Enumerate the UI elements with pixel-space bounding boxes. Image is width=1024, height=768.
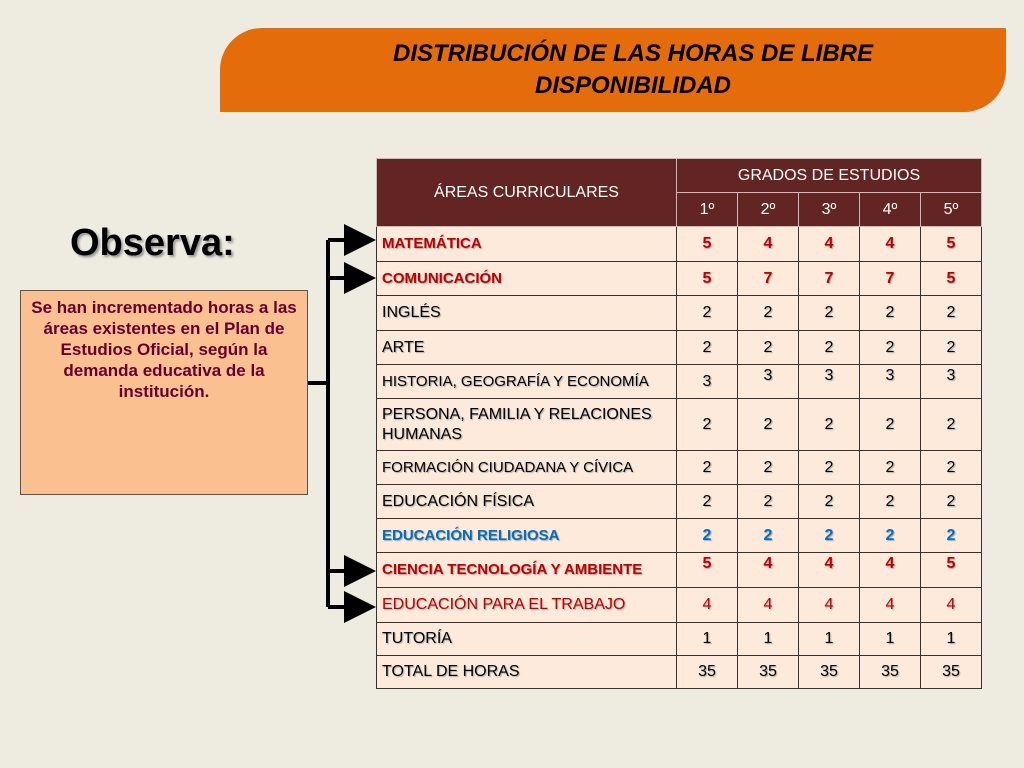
hours-cell: 4 bbox=[738, 588, 799, 623]
hours-cell: 4 bbox=[738, 553, 799, 588]
table-row bbox=[377, 588, 982, 623]
hours-table-wrap bbox=[376, 158, 982, 689]
hours-cell: 4 bbox=[799, 553, 860, 588]
hours-cell: 2 bbox=[738, 485, 799, 519]
hours-cell: 2 bbox=[677, 296, 738, 331]
area-label: EDUCACIÓN RELIGIOSA bbox=[377, 519, 677, 553]
hours-cell: 5 bbox=[921, 262, 982, 296]
hours-cell: 2 bbox=[677, 399, 738, 451]
area-label: EDUCACIÓN PARA EL TRABAJO bbox=[377, 588, 677, 623]
hours-cell: 2 bbox=[860, 296, 921, 331]
observa-heading: Observa: bbox=[70, 222, 235, 264]
table-row bbox=[377, 451, 982, 485]
hours-cell: 4 bbox=[860, 227, 921, 262]
hours-cell: 2 bbox=[677, 451, 738, 485]
hours-cell: 3 bbox=[860, 365, 921, 399]
table-row bbox=[377, 227, 982, 262]
hours-cell: 35 bbox=[799, 656, 860, 689]
header-grade-3: 3º bbox=[799, 193, 860, 227]
hours-cell: 5 bbox=[921, 227, 982, 262]
area-label: EDUCACIÓN FÍSICA bbox=[377, 485, 677, 519]
header-grade-1: 1º bbox=[677, 193, 738, 227]
header-grade-4: 4º bbox=[860, 193, 921, 227]
hours-cell: 2 bbox=[738, 519, 799, 553]
hours-cell: 2 bbox=[921, 399, 982, 451]
hours-cell: 1 bbox=[677, 623, 738, 656]
hours-cell: 2 bbox=[738, 399, 799, 451]
table-row bbox=[377, 365, 982, 399]
hours-cell: 2 bbox=[799, 485, 860, 519]
area-label: HISTORIA, GEOGRAFÍA Y ECONOMÍA bbox=[377, 365, 677, 399]
hours-cell: 3 bbox=[799, 365, 860, 399]
hours-cell: 3 bbox=[921, 365, 982, 399]
hours-cell: 1 bbox=[738, 623, 799, 656]
hours-cell: 2 bbox=[799, 451, 860, 485]
hours-cell: 7 bbox=[799, 262, 860, 296]
hours-cell: 2 bbox=[738, 296, 799, 331]
area-label: FORMACIÓN CIUDADANA Y CÍVICA bbox=[377, 451, 677, 485]
hours-cell: 35 bbox=[921, 656, 982, 689]
hours-cell: 4 bbox=[860, 588, 921, 623]
hours-cell: 5 bbox=[677, 227, 738, 262]
area-label: ARTE bbox=[377, 331, 677, 365]
hours-cell: 3 bbox=[677, 365, 738, 399]
hours-cell: 2 bbox=[921, 485, 982, 519]
hours-cell: 4 bbox=[799, 588, 860, 623]
hours-cell: 5 bbox=[677, 262, 738, 296]
hours-cell: 4 bbox=[860, 553, 921, 588]
hours-table bbox=[376, 158, 982, 689]
hours-cell: 7 bbox=[860, 262, 921, 296]
hours-cell: 2 bbox=[860, 451, 921, 485]
table-row bbox=[377, 399, 982, 451]
hours-cell: 1 bbox=[921, 623, 982, 656]
table-row bbox=[377, 519, 982, 553]
hours-cell: 2 bbox=[677, 485, 738, 519]
table-row bbox=[377, 262, 982, 296]
hours-cell: 2 bbox=[921, 331, 982, 365]
hours-cell: 35 bbox=[677, 656, 738, 689]
hours-cell: 2 bbox=[738, 451, 799, 485]
hours-cell: 1 bbox=[799, 623, 860, 656]
header-areas: ÁREAS CURRICULARES bbox=[377, 159, 677, 227]
area-label: TOTAL DE HORAS bbox=[377, 656, 677, 689]
area-label: INGLÉS bbox=[377, 296, 677, 331]
hours-cell: 2 bbox=[799, 399, 860, 451]
hours-cell: 2 bbox=[860, 331, 921, 365]
header-grade-2: 2º bbox=[738, 193, 799, 227]
hours-cell: 2 bbox=[860, 519, 921, 553]
hours-cell: 2 bbox=[860, 485, 921, 519]
hours-cell: 4 bbox=[738, 227, 799, 262]
header-grade-5: 5º bbox=[921, 193, 982, 227]
hours-cell: 4 bbox=[677, 588, 738, 623]
hours-cell: 2 bbox=[860, 399, 921, 451]
hours-cell: 2 bbox=[799, 296, 860, 331]
table-row bbox=[377, 331, 982, 365]
hours-cell: 2 bbox=[799, 331, 860, 365]
header-grades: GRADOS DE ESTUDIOS bbox=[677, 159, 982, 193]
area-label: CIENCIA TECNOLOGÍA Y AMBIENTE bbox=[377, 553, 677, 588]
hours-cell: 2 bbox=[677, 519, 738, 553]
hours-cell: 2 bbox=[677, 331, 738, 365]
area-label: TUTORÍA bbox=[377, 623, 677, 656]
hours-cell: 2 bbox=[738, 331, 799, 365]
hours-cell: 35 bbox=[738, 656, 799, 689]
hours-cell: 2 bbox=[921, 451, 982, 485]
table-row bbox=[377, 485, 982, 519]
area-label: COMUNICACIÓN bbox=[377, 262, 677, 296]
hours-cell: 4 bbox=[799, 227, 860, 262]
hours-cell: 7 bbox=[738, 262, 799, 296]
table-row bbox=[377, 623, 982, 656]
note-text: Se han incrementado horas a las áreas existentes en el Plan de Estudios Oficial, según la demanda educativa de la institución. bbox=[31, 298, 297, 401]
hours-cell: 2 bbox=[921, 519, 982, 553]
page-title: DISTRIBUCIÓN DE LAS HORAS DE LIBRE DISPONIBILIDAD bbox=[392, 40, 874, 99]
hours-cell: 3 bbox=[738, 365, 799, 399]
table-row bbox=[377, 553, 982, 588]
hours-cell: 5 bbox=[677, 553, 738, 588]
area-label: MATEMÁTICA bbox=[377, 227, 677, 262]
hours-cell: 2 bbox=[921, 296, 982, 331]
table-row-total bbox=[377, 656, 982, 689]
hours-cell: 5 bbox=[921, 553, 982, 588]
area-label: PERSONA, FAMILIA Y RELACIONES HUMANAS bbox=[377, 399, 677, 451]
hours-cell: 4 bbox=[921, 588, 982, 623]
hours-cell: 2 bbox=[799, 519, 860, 553]
table-row bbox=[377, 296, 982, 331]
hours-cell: 35 bbox=[860, 656, 921, 689]
hours-cell: 1 bbox=[860, 623, 921, 656]
